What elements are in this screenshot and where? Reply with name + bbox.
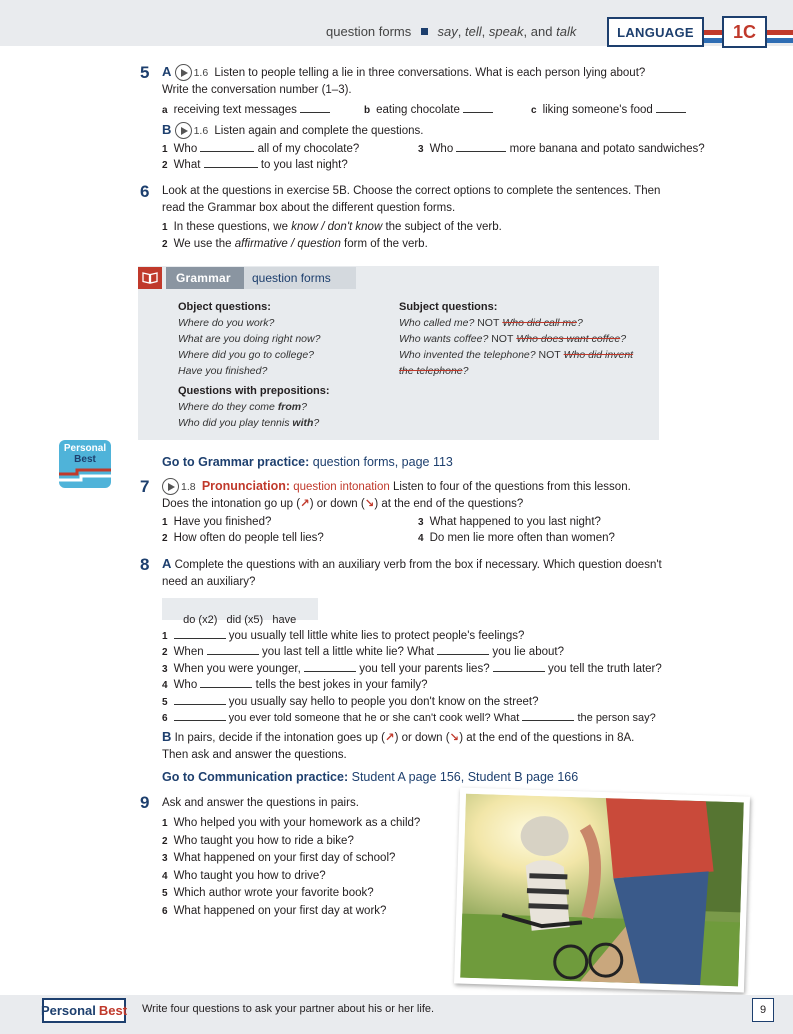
ex8-item-2: 2 When you last tell a little white lie? What you lie about? [162,646,564,658]
ex6-instruction: Look at the questions in exercise 5B. Choose the correct options to complete the sentences. Then read the Grammar box about the different question forms. [162,185,661,214]
ex7-item-4: 4 Do men lie more often than women? [418,532,615,544]
list-item: 5 Which author wrote your favorite book? [162,887,374,899]
grammar-practice-link[interactable]: Go to Grammar practice: question forms, page 113 [162,455,453,469]
personal-best-badge: Personal Best [59,440,111,488]
option-affirmative[interactable]: affirmative / question [234,238,341,250]
ex5a-option-a: a receiving text messages [162,102,330,120]
unit-badge: 1C [722,16,767,48]
ex5b-letter: B [162,122,172,137]
answer-blank[interactable] [437,645,489,655]
grammar-subject-col: Subject questions: Who called me? NOT Who did call me? Who wants coffee? NOT Who does want coffee? Who invented the telephone? NOT Who did invent the telephone? [399,301,634,377]
ex5a-option-b: b eating chocolate [364,102,493,120]
arrow-up-icon: ↗ [300,497,310,510]
ex7-item-1: 1 Have you finished? [162,516,272,528]
audio-track-5b[interactable]: 1.6 [175,122,212,139]
option-know[interactable]: know / don't know [291,221,383,233]
topic-and: and [530,24,553,39]
list-item: 2 Who taught you how to ride a bike? [162,834,354,847]
audio-track-5a[interactable]: 1.6 [175,64,212,81]
ex7-instruction: 1.8 Pronunciation: question intonation Listen to four of the questions from this lesson. Does the intonation go up (↗) or down (↘) at the end of the questions? [162,479,631,510]
bike-photo [454,787,750,992]
ex6-s1: 1 In these questions, we know / don't know the subject of the verb. [162,221,502,233]
topic-prefix: question forms [326,24,412,39]
answer-blank[interactable] [522,711,574,721]
list-item: 4 Who taught you how to drive? [162,869,326,882]
footer-text: Write four questions to ask your partner about his or her life. [142,1003,435,1015]
ex9-list [162,815,452,920]
list-item: 3 What happened on your first day of school? [162,852,396,864]
answer-blank[interactable] [463,103,493,113]
audio-track-7[interactable]: 1.8 [162,478,199,495]
play-icon [175,64,192,81]
grammar-book-icon [138,267,162,289]
answer-blank[interactable] [456,142,506,152]
topic-talk: talk [556,24,577,39]
ex6-s2: 2 We use the affirmative / question form of the verb. [162,238,428,250]
answer-blank[interactable] [207,645,259,655]
ex7-item-3: 3 What happened to you last night? [418,516,601,528]
play-icon [162,478,179,495]
ex5a: A 1.6 Listen to people telling a lie in three conversations. What is each person lying about? Write the conversation number (1–3). [162,64,646,96]
answer-blank[interactable] [174,629,226,639]
answer-blank[interactable] [300,103,330,113]
father-teaching-child-to-ride-bike-image [460,794,744,987]
grammar-object-col: Object questions: Where do you work? What are you doing right now? Where did you go to college? Have you finished? Questions with prepositions: Where do they come from? Who did you play tennis with? [178,301,330,429]
topic-say: say [437,24,458,39]
topic-speak: speak [488,24,524,39]
answer-blank[interactable] [174,695,226,705]
list-item: 6 What happened on your first day at work? [162,904,387,917]
section-label: LANGUAGE [607,17,704,47]
ex5b: B 1.6 Listen again and complete the questions. [162,122,423,140]
ex8-number: 8 [140,555,150,574]
ex5b-q2: 2 What to you last night? [162,159,348,171]
square-bullet-icon [421,28,428,35]
page-number: 9 [752,998,774,1022]
arrow-down-icon: ↘ [364,497,375,510]
header-topic: question forms say, tell, speak, and talk [326,24,577,39]
footer-brand: Personal Best [42,998,126,1023]
ex5a-option-c: c liking someone's food [531,102,686,120]
answer-blank[interactable] [200,142,254,152]
grammar-tag: Grammar [166,267,244,289]
ex7-number: 7 [140,477,150,496]
answer-blank[interactable] [204,158,258,168]
ex8-word-box: do (x2) did (x5) have [162,598,318,620]
ex8a-instruction: A Complete the questions with an auxiliary verb from the box if necessary. Which question doesn't need an auxiliary? [162,556,662,588]
ex8-item-4: 4 Who tells the best jokes in your family? [162,679,428,691]
ex8-item-5: 5 you usually say hello to people you don't know on the street? [162,696,539,708]
ex8-item-6: 6 you ever told someone that he or she can't cook well? What the person say? [162,712,656,724]
ex5a-letter: A [162,64,172,79]
ex7-item-2: 2 How often do people tell lies? [162,532,324,544]
list-item: 1 Who helped you with your homework as a child? [162,817,421,829]
arrow-down-icon: ↘ [449,732,460,744]
answer-blank[interactable] [200,678,252,688]
grammar-title: question forms [244,267,356,289]
answer-blank[interactable] [174,711,226,721]
ex9-number: 9 [140,793,150,812]
ex8b-instruction: B In pairs, decide if the intonation goes up (↗) or down (↘) at the end of the questions in 8A. Then ask and answer the questions. [162,729,635,761]
play-icon [175,122,192,139]
answer-blank[interactable] [656,103,686,113]
communication-practice-link[interactable]: Go to Communication practice: Student A page 156, Student B page 166 [162,770,579,784]
answer-blank[interactable] [304,662,356,672]
ex9-instruction: Ask and answer the questions in pairs. [162,797,359,809]
ex5-number: 5 [140,63,150,82]
ex8-item-3: 3 When you were younger, you tell your parents lies? you tell the truth later? [162,663,662,675]
ex6-number: 6 [140,182,150,201]
answer-blank[interactable] [493,662,545,672]
ex5b-q1: 1 Who all of my chocolate? [162,143,360,155]
badge-stripes-icon [59,468,111,486]
arrow-up-icon: ↗ [384,732,395,744]
ex8-item-1: 1 you usually tell little white lies to protect people's feelings? [162,630,525,642]
ex5b-q3: 3 Who more banana and potato sandwiches? [418,143,705,155]
topic-tell: tell [464,24,482,39]
